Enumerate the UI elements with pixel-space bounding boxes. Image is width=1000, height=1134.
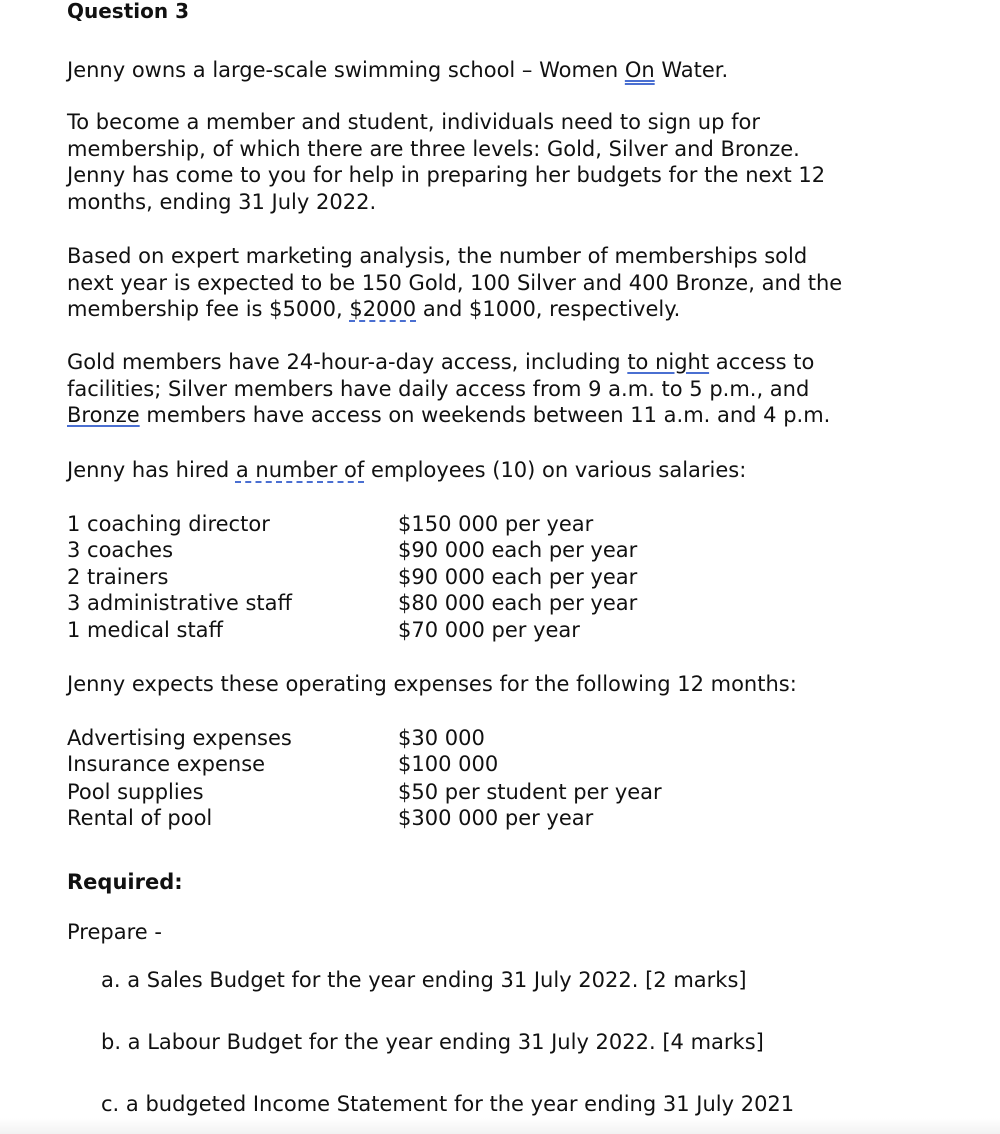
expense-amount: $100 000 bbox=[398, 752, 499, 776]
question-title: Question 3 bbox=[67, 0, 189, 23]
paragraph-line: Jenny has come to you for help in preparing her budgets for the next 12 bbox=[67, 163, 826, 187]
salary-amount: $80 000 each per year bbox=[398, 591, 638, 615]
task-item: b. a Labour Budget for the year ending 31 July 2022. [4 marks] bbox=[101, 1030, 764, 1054]
salary-role: 1 medical staff bbox=[67, 618, 224, 642]
required-heading: Required: bbox=[67, 870, 183, 894]
spelling-flag: On bbox=[624, 58, 655, 82]
intro-paragraph bbox=[67, 57, 728, 84]
fee-text-before: membership fee is $5000, bbox=[67, 297, 350, 321]
access-text-end: members have access on weekends between 11 a.m. and 4 p.m. bbox=[139, 403, 831, 427]
expense-amount: $300 000 per year bbox=[398, 806, 594, 830]
expense-item: Advertising expenses bbox=[67, 726, 292, 750]
expense-item: Rental of pool bbox=[67, 806, 213, 830]
marketing-paragraph bbox=[67, 243, 842, 323]
expense-amount: $50 per student per year bbox=[398, 780, 662, 804]
prepare-label: Prepare - bbox=[67, 920, 162, 944]
expense-item: Pool supplies bbox=[67, 780, 204, 804]
spelling-flag: to night bbox=[627, 350, 710, 374]
spelling-flag: Bronze bbox=[67, 403, 140, 427]
paragraph-line bbox=[67, 402, 830, 429]
paragraph-line: Based on expert marketing analysis, the number of memberships sold bbox=[67, 244, 808, 268]
expenses-intro: Jenny expects these operating expenses for the following 12 months: bbox=[67, 672, 797, 696]
membership-paragraph bbox=[67, 109, 825, 215]
paragraph-line: facilities; Silver members have daily access from 9 a.m. to 5 p.m., and bbox=[67, 376, 810, 401]
salary-amount: $90 000 each per year bbox=[398, 565, 638, 589]
salary-amount: $90 000 each per year bbox=[398, 538, 638, 562]
salary-role: 3 administrative staff bbox=[67, 591, 292, 615]
paragraph-line: months, ending 31 July 2022. bbox=[67, 189, 377, 214]
salary-role: 3 coaches bbox=[67, 538, 174, 562]
fee-text-after: and $1000, respectively. bbox=[416, 297, 681, 321]
expense-item: Insurance expense bbox=[67, 752, 266, 776]
page-bottom-edge bbox=[0, 1118, 1000, 1134]
access-text-after: access to bbox=[709, 350, 815, 374]
paragraph-line: next year is expected to be 150 Gold, 100 Silver and 400 Bronze, and the bbox=[67, 270, 843, 295]
salary-role: 2 trainers bbox=[67, 565, 169, 589]
employees-text-after: employees (10) on various salaries: bbox=[364, 458, 747, 482]
access-paragraph bbox=[67, 349, 830, 429]
task-item: c. a budgeted Income Statement for the year ending 31 July 2021 bbox=[101, 1092, 795, 1116]
paragraph-line bbox=[67, 296, 842, 323]
employees-paragraph bbox=[67, 457, 746, 484]
paragraph-line: membership, of which there are three levels: Gold, Silver and Bronze. bbox=[67, 136, 800, 161]
task-item: a. a Sales Budget for the year ending 31 July 2022. [2 marks] bbox=[101, 968, 747, 992]
intro-text-after: Water. bbox=[654, 58, 729, 82]
grammar-flag: $2000 bbox=[349, 297, 417, 321]
paragraph-line bbox=[67, 349, 830, 376]
salary-amount: $150 000 per year bbox=[398, 512, 594, 536]
paragraph-line: To become a member and student, individuals need to sign up for bbox=[67, 110, 760, 134]
intro-text-before: Jenny owns a large-scale swimming school – Women bbox=[67, 58, 625, 82]
access-text-before: Gold members have 24-hour-a-day access, including bbox=[67, 350, 628, 374]
salary-amount: $70 000 per year bbox=[398, 618, 580, 642]
expense-amount: $30 000 bbox=[398, 726, 485, 750]
employees-text-before: Jenny has hired bbox=[67, 458, 236, 482]
grammar-flag: a number of bbox=[235, 458, 365, 482]
salary-role: 1 coaching director bbox=[67, 512, 270, 536]
